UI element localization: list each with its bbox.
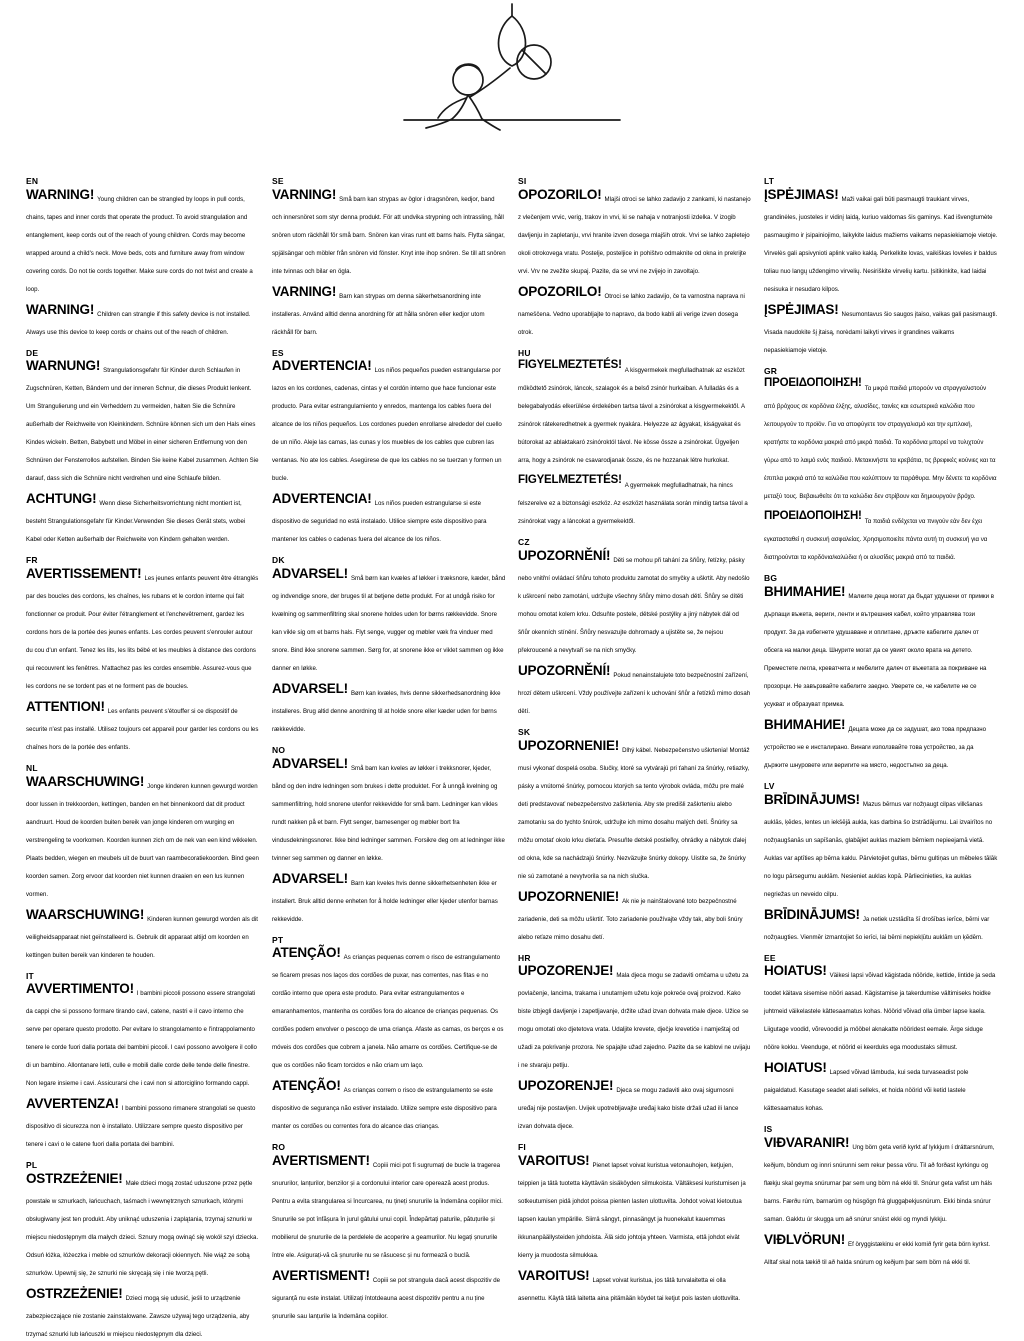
lang-block-sk: [518, 727, 752, 944]
warning-headword: ADVARSEL!: [272, 565, 348, 581]
warning-body: Kinderen kunnen gewurgd worden als dit veiligheidsapparaat niet geïnstalleerd is. Gebruik dit apparaat altijd om koorden en kettingen buiten bereik van kinderen te houden.: [26, 915, 258, 959]
lang-code: SE: [272, 176, 284, 186]
warning-headword: VARNING!: [272, 186, 337, 202]
warning-headword: AVVERTENZA!: [26, 1096, 119, 1112]
warning-entry: [26, 1097, 260, 1151]
lang-block-is: [764, 1124, 998, 1269]
warning-body: Väikesi lapsi võivad kägistada nööride, kettide, lintide ja seda toodet käitava sisemise nööri aasad. Kägistamise ja takerdumise vältimiseks hoidke juhtmeid väikelastele kättesaamatus kohas. Nöörid võivad olla ümber lapse kaela. Liigutage voodid, võrevoodid ja mööbel aknakatte nööridest eemale. Ärge siduge nööre kokku. Veenduge, et nöörid ei keerduks ega moodustaks silmust.: [764, 972, 996, 1052]
warning-entry: [272, 1079, 506, 1133]
warning-headword: OPOZORILO!: [518, 186, 602, 202]
warning-entry: [764, 1136, 998, 1226]
warning-entry: [26, 567, 260, 693]
warning-headword: UPOZORNĚNÍ!: [518, 662, 611, 678]
warning-body: As crianças correm o risco de estrangulamento se este dispositivo de segurança não estiver instalado. Utilize sempre este dispositivo para manter os cordões ou correntes fora do alcance das crianças.: [272, 1087, 497, 1131]
warning-entry: [764, 510, 998, 564]
warning-headword: ВНИМАНИЕ!: [764, 716, 846, 732]
lang-block-de: [26, 348, 260, 547]
warning-headword: HOIATUS!: [764, 963, 827, 979]
warning-headword: WARNUNG!: [26, 358, 101, 374]
warning-entry: [272, 872, 506, 926]
warning-headword: WAARSCHUWING!: [26, 773, 145, 789]
warning-entry: [764, 188, 998, 296]
warning-entry: [518, 664, 752, 718]
warning-body: A gyermekek megfulladhatnak, ha nincs felszerelve ez a biztonsági eszköz. Az eszközt használata során mindig tartsa távol a zsinórokat vagy a láncokat a gyermekektől.: [518, 482, 748, 526]
lang-block-lv: [764, 781, 998, 944]
lang-code: DE: [26, 347, 39, 358]
warning-headword: BRĪDINĀJUMS!: [764, 906, 860, 922]
warning-entry: [764, 1233, 998, 1269]
warning-headword: UPOZORENJE!: [518, 1078, 614, 1094]
warning-headword: AVERTISMENT!: [272, 1267, 370, 1283]
warning-body: Mala djeca mogu se zadaviti omčama u užetu za povlačenje, lancima, trakama i unutarnjem užetu koje pokreće ovaj proizvod. Kako biste izbjegli davljenje i zapetljavanje, držite užad izvan dohvata male djece. Užice se mogu omotati oko djetetova vrata. Udaljite krevete, dječje krevetiće i namještaj od užadi za pokrivanje prozora. Ne spajajte užad zajedno. Pazite da se kablovi ne uvijaju i ne stvaraju petlju.: [518, 972, 751, 1070]
warning-entry: [518, 964, 752, 1072]
warning-body: Dlhý kábel. Nebezpečenstvo uškrtenia! Montáž musí vykonať dospelá osoba. Slučky, ktoré sa vytvárajú pri ťahaní za šnúrky, retiazky, pásky a vnútorné šnúrky, pomocou ktorých sa tento výrobok ovláda, môžu pre malé deti predstavovať nebezpečenstvo zaškrtenia. Aby ste predišli zaškrteniu alebo zamotaniu sa do tychto šnúrok, udržujte ich mimo dosahu malých detí. Šnúrky sa môžu omotať okolo krku dieťaťa. Presuňte detské postieľky, ohrádky a nábytok ďalej od okna, kde sa nachádzajú šnúrky. Nezväzujte šnúrky dokopy. Uistite sa, že šnúrky nie sú zamotané a nevytvorila sa na nich slučka.: [518, 746, 750, 880]
warning-body: Les enfants peuvent s'étouffer si ce dispositif de securite n'est pas installé. Utilisez toujours cet appareil pour garder les cordons ou les chaînes hors de la portée des enfants.: [26, 707, 259, 751]
lang-block-en: [26, 176, 260, 339]
warning-entry: [26, 188, 260, 296]
child-cord-strangulation-icon: [382, 0, 642, 160]
warning-headword: ADVERTENCIA!: [272, 491, 372, 507]
lang-code: ES: [272, 347, 284, 358]
warning-headword: UPOZORENJE!: [518, 963, 614, 979]
warning-entry: [764, 718, 998, 772]
warning-body: Wenn diese Sicherheitsvorrichtung nicht montiert ist, besteht Strangulationsgefahr für Kinder.Verwenden Sie dieses Gerät stets, wobei Kabel oder Ketten außerhalb der Reichweite von Kindern gehalten werden.: [26, 500, 246, 544]
lang-code: RO: [272, 1142, 286, 1153]
warning-body: Children can strangle if this safety device is not installed. Always use this device to keep cords or chains out of the reach of children.: [26, 310, 251, 336]
warning-body: I bambini piccoli possono essere strangolati da cappi che si possono formare tirando cavi, catene, nastri e il cavo interno che serve per operare questo prodotto. Per evitare lo strangolamento e l'intrappolamento tenere le corde fuori dalla portata dei bambini piccoli. I cavi possono avvolgere il collo di un bambino. Allontanare letti, culle e mobili dalle corde delle tende delle finestre. Non legare insieme i cavi. Assicurarsi che i cavi non si attorciglino formando cappi.: [26, 990, 257, 1088]
warning-entry: [26, 982, 260, 1090]
warning-body: A kisgyermekek megfulladhatnak az eszközt működtető zsinórok, láncok, szalagok és a belső zsinór hurkaiban. A fulladás és a belegabalyodás elkerülése érdekében tartsa távol a zsinórokat a kisgyermekektől. A zsinórok rátekeredhetnek a gyermek nyakára. Helyezze az ágyakat, kiságyakat és bútorokat az ablaktakaró zsinóroktól távol. Ne kösse össze a zsinórokat. Ügyeljen arra, hogy a zsinórok ne csavarodjanak össze, és ne hozzanak létre hurkokat.: [518, 367, 745, 465]
warning-body: Små barn kan kveles av løkker i trekksnorer, kjeder, bånd og den indre ledningen som brukes i dette produktet. For å unngå kvelning og sammenfiltring, hold snorene utenfor rekkevidde for små barn. Ledninger kan vikles rundt nakken på et barn. Flytt senger, barnesenger og møbler bort fra vindusdekningssnorer. Ikke bind ledninger sammen. Forsikre deg om at ledninger ikke tvinner seg sammen og danner en løkke.: [272, 764, 505, 862]
lang-code: HU: [518, 347, 531, 358]
warning-body: Ef öryggistækinu er ekki komið fyrir geta börn kyrkst. Alltaf skal nota tækið til að halda snúrum og keðjum þar sem börn ná ekki til.: [764, 1240, 991, 1266]
warning-body: Mazus bērnus var nožņaugt cilpas vilkšanas auklās, ķēdes, lentes un iekšējā aukla, kas darbina šo izstrādājumu. Lai izvairītos no nožņaugšanās un sapīšanās, glabājiet auklas maziem bērniem nepieejamā vietā. Auklas var aptīties ap bērna kaklu. Pārvietojiet gultas, bērnu gultiņas un mēbeles tālāk no logu pārsegumu auklām. Nesieniet auklas kopā. Pārliecinieties, ka auklas negriežas un neveido cilpu.: [764, 800, 998, 898]
warning-body: Dzieci mogą się udusić, jeśli to urządzenie zabezpieczające nie zostanie zainstalowane. Zawsze używaj tego urządzenia, aby trzymać sznurki lub łańcuszki w miejscu niedostępnym dla dzieci.: [26, 1294, 250, 1338]
illustration-area: [0, 0, 1024, 172]
column-3: [518, 176, 764, 1302]
warning-body: Strangulationsgefahr für Kinder durch Schlaufen in Zugschnüren, Ketten, Bändern und der inneren Schnur, die dieses Produkt lenkent. Um Strangulierung und ein Verheddern zu vermeiden, halten Sie die Schnüre außerhalb der Reichweite von Kleinkindern. Schnüre können sich um den Hals eines Kindes wickeln. Betten, Babybett und Möbel in einer sicheren Entfernung von den Schnüren der Fensterrollos aufstellen. Binden Sie keine Kabel zusammen. Achten Sie darauf, dass sich die Schnüre nicht verdrehen und eine Schlaufe bilden.: [26, 367, 259, 483]
warning-entry: [518, 739, 752, 883]
lang-block-hr: [518, 953, 752, 1134]
lang-code: LV: [764, 780, 775, 791]
warning-entry: [26, 1172, 260, 1280]
warning-headword: WAARSCHUWING!: [26, 906, 145, 922]
warning-body: Djeca se mogu zadaviti ako ovaj sigurnosni uređaj nije postavljen. Uvijek upotrebljavajte uređaj kako biste držali užad ili lance izvan dohvata djece.: [518, 1087, 739, 1131]
warning-body: Ja netiek uzstādīta šī drošības ierīce, bērni var nožņaugties. Vienmēr izmantojiet šo ierīci, lai bērni nepiekļūtu auklām un ķēdēm.: [764, 915, 990, 941]
warning-headword: ATENÇÃO!: [272, 945, 341, 961]
warning-body: Barn kan strypas om denna säkerhetsanordning inte installeras. Använd alltid denna anordning för att hålla snören eller kedjor utom räckhåll för barn.: [272, 292, 485, 336]
warning-entry: [26, 1287, 260, 1341]
warning-entry: [272, 285, 506, 339]
lang-block-hu: [518, 348, 752, 529]
warning-body: Copiii mici pot fi sugrumați de bucle la tragerea snururilor, lanțurilor, benzilor și a cordonului interior care operează acest produs. Pentru a evita strangularea si încurcarea, nu țineți snururile la îndemâna copiilor mici. Snururile se pot înfășura în jurul gâtului unui copil. Îndepărtați paturile, pătuțurile și mobilierul de șnururile de la perdelele de acoperire a geamurilor. Nu legați șnururile între ele. Asigurați-vă că șnururile nu se răsucesc și nu formează o buclă.: [272, 1161, 503, 1259]
warning-headword: ATTENTION!: [26, 698, 105, 714]
warning-headword: ACHTUNG!: [26, 491, 97, 507]
lang-code: GR: [764, 365, 778, 376]
warning-body: Copiii se pot strangula dacă acest dispozitiv de siguranță nu este instalat. Utilizați întotdeauna acest dispozitiv pentru a nu ține șnururile sau lanțurile la îndemâna copiilor.: [272, 1276, 501, 1320]
lang-code: DK: [272, 555, 285, 566]
warning-entry: [272, 492, 506, 546]
lang-block-dk: [272, 555, 506, 736]
warning-body: Young children can be strangled by loops in pull cords, chains, tapes and inner cords that operate the product. To avoid strangulation and entanglement, keep cords out of the reach of young children. Cords may become wrapped around a child's neck. Move beds, cots and furniture away from window covering cords. Do not tie cords together. Make sure cords do not twist and create a loop.: [26, 195, 253, 293]
warning-body: Lapset voivat kuristua, jos tätä turvalaitetta ei olla asennettu. Käytä tätä laitetta aina pitämään köydet tai ketjut pois lasten ulottuvilta.: [518, 1276, 741, 1302]
warning-headword: AVERTISSEMENT!: [26, 565, 142, 581]
warning-entry: [764, 585, 998, 711]
lang-block-it: [26, 971, 260, 1152]
warning-entry: [26, 303, 260, 339]
lang-block-lt: [764, 176, 998, 357]
warning-body: Ung börn geta verið kyrkt af lykkjum í dráttarsnúrum, keðjum, böndum og innri snúrunni sem rekur þessa vöru. Til að forðast kyrkingu og flækju skal geyma snúrurnar þar sem ung börn ná ekki til. Snúrur geta vafist um háls barns. Færðu rúm, barnarúm og húsgögn frá gluggaþekjusnúrum. Ekki binda snúrur saman. Gakktu úr skugga um að snúrur snúist ekki og myndi lykkju.: [764, 1143, 995, 1223]
column-2: [272, 176, 518, 1320]
lang-code: BG: [764, 573, 778, 584]
warning-entry: [764, 303, 998, 357]
column-1: [26, 176, 272, 1338]
lang-code: PL: [26, 1160, 38, 1171]
warning-headword: AVERTISMENT!: [272, 1152, 370, 1168]
warning-body: Lapsed võivad lämbuda, kui seda turvaseadist pole paigaldatud. Kasutage seadet alati selleks, et hoida nöörid või ketid lastele kättesaamatus kohas.: [764, 1069, 969, 1113]
warning-body: Małe dzieci mogą zostać uduszone przez pętle powstałe w sznurkach, łańcuchach, taśmach i wewnętrznych sznurkach, którymi obsługiwany jest ten produkt. Aby uniknąć uduszenia i zaplątania, trzymaj sznurki w miejscu niedostępnym dla małych dzieci. Sznury mogą owinąć się wokół szyi dziecka. Odsuń łóżka, łóżeczka i meble od sznurków dekoracji okiennych. Nie wiąż ze sobą sznurków. Upewnij się, że sznurki nie skręcają się i nie tworzą pętli.: [26, 1179, 259, 1277]
warning-headword: VARNING!: [272, 283, 337, 299]
warning-entry: [272, 682, 506, 736]
warning-headword: UPOZORNĚNÍ!: [518, 547, 611, 563]
warning-body: Děti se mohou při tahání za šňůry, řetízky, pásky nebo vnitřní ovládací šňůru tohoto produktu zamotat do smyčky a uškrtit. Aby nedošlo k uškrcení nebo zamotání, udržujte všechny šňůry mimo dosah dětí. Šňůry se dítěti mohou omotat kolem krku. Odsuňte postele, dětské postýlky a jiný nábytek dál od šňůr okenních stínění. Šňůry nesvazujte dohromady a ujistěte se, že nejsou překroucené a nevytvaří se na nich smyčky.: [518, 556, 750, 654]
warning-headword: FIGYELMEZTETÉS!: [518, 359, 622, 372]
lang-code: LT: [764, 176, 775, 186]
lang-code: IT: [26, 970, 34, 981]
lang-block-si: [518, 176, 752, 339]
warning-entry: [518, 285, 752, 339]
lang-block-bg: [764, 573, 998, 772]
warning-headword: WARNING!: [26, 301, 95, 317]
warning-body: Otroci se lahko zadavijo, če ta varnostna naprava ni nameščena. Vedno uporabljajte to napravo, da bodo kabli ali verige izven dosega otrok.: [518, 292, 745, 336]
warning-headword: VAROITUS!: [518, 1152, 590, 1168]
warning-entry: [518, 474, 752, 528]
lang-code: NL: [26, 762, 38, 773]
warning-entry: [764, 908, 998, 944]
warning-body: As crianças pequenas correm o risco de estrangulamento se ficarem presas nos laços dos cordões de puxar, nas correntes, nas fitas e no cordão interno que opera este produto. Para evitar estrangulamentos e emaranhamentos, mantenha os cordões fora do alcance de crianças pequenas. Os cordões podem envolver o pescoço de uma criança. Afaste as camas, os berços e os móveis dos cordões que cobrem a janela. Não amarre os cordões. Certifique-se de que os cordões não ficam torcidos e não criam um laço.: [272, 954, 504, 1070]
warning-body: Los niños pequeños pueden estrangularse por lazos en los cordones, cadenas, cintas y el cordón interno que hace funcionar este producto. Para evitar estrangulamiento y enredos, mantenga los cables fuera del alcance de los niños pequeños. Los cordones pueden enrollarse alrededor del cuello de un niño. Aleje las camas, las cunas y los muebles de los cables que cubren las ventanas. No ate los cables. Asegúrese de que los cables no se tuerzan y formen un bucle.: [272, 367, 502, 483]
lang-code: CZ: [518, 537, 530, 548]
warning-headword: VIÐLVÖRUN!: [764, 1231, 845, 1247]
warning-body: Små børn kan kvæles af løkker i træksnore, kæder, bånd og indvendige snore, der bruges til at betjene dette produkt. For at undgå risiko for kvælning og sammenfiltring skal snorene holdes uden for børns rækkevidde. Snore kan vikle sig om et barns hals. Flyt senge, vugger og møbler væk fra vinduer med snore. Bind ikke snorene sammen. Sørg for, at snorene ikke er viklet sammen og ikke danner en løkke.: [272, 574, 506, 672]
lang-block-pl: [26, 1160, 260, 1341]
warning-entry: [764, 793, 998, 901]
warning-headword: ADVARSEL!: [272, 680, 348, 696]
warning-body: Små barn kan strypas av öglor i dragsnören, kedjor, band och innersnöret som styr denna produkt. För att undvika strypning och intrassling, håll snören utom räckhåll för små barn. Snören kan viras runt ett barns hals. Flytta sängar, spjälsängar och möbler från snören vid fönster. Knyt inte ihop snören. Se till att snören inte tvinnas och bilar en ögla.: [272, 195, 506, 275]
lang-block-no: [272, 745, 506, 926]
language-columns: [0, 176, 1024, 1338]
lang-block-ro: [272, 1142, 506, 1323]
warning-body: Τα μικρά παιδιά μπορούν να στραγγαλιστούν από βρόχους σε κορδόνια έλξης, αλυσίδες, ταινίες και εσωτερικά καλώδια που λειτουργούν το προϊόν. Για να αποφύγετε τον στραγγαλισμό και την εμπλοκή, κρατήστε τα κορδόνια μακριά από μικρά παιδιά. Τα κορδόνια μπορεί να τυλιχτούν γύρω από το λαιμό ενός παιδιού. Μετακινήστε τα κρεβάτια, τις βρεφικές κούνιες και τα έπιπλα μακριά από τα καλώδια που καλύπτουν τα παράθυρα. Μην δένετε τα κορδόνια μεταξύ τους. Βεβαιωθείτε ότι τα καλώδια δεν στρίβουν και δημιουργούν βρόχο.: [764, 385, 997, 501]
warning-entry: [272, 188, 506, 278]
warning-entry: [26, 775, 260, 901]
warning-headword: FIGYELMEZTETÉS!: [518, 474, 622, 487]
warning-headword: UPOZORNENIE!: [518, 888, 620, 904]
warning-headword: OSTRZEŻENIE!: [26, 1170, 123, 1186]
warning-headword: ĮSPĖJIMAS!: [764, 186, 839, 202]
warning-entry: [272, 1269, 506, 1323]
warning-body: Maži vaikai gali būti pasmaugti traukiant virves, grandinėles, juosteles ir vidinį laidą, kuriuo valdomas šis gaminys. Kad išvengtumėte pasmaugimo ir įsipainiojimo, laikykite laidus mažiems vaikams nepasiekiamoje vietoje. Virvelės gali apsivynioti aplink vaiko kaklą. Perkelkite lovas, vaikiškas loveles ir baldus toliau nuo langų uždengimo virvelių. Nesiriškite virvelių kartu. Įsitikinkite, kad laidai nesisuka ir nesudaro kilpos.: [764, 195, 998, 293]
warning-entry: [518, 188, 752, 278]
warning-headword: VAROITUS!: [518, 1267, 590, 1283]
warning-body: Pokud nenainstalujete toto bezpečnostní zařízení, hrozí dětem uškrcení. Vždy používejte zařízení k uchování šňůr a řetízků mimo dosah dětí.: [518, 671, 751, 715]
lang-code: PT: [272, 934, 284, 945]
warning-headword: ADVERTENCIA!: [272, 358, 372, 374]
warning-entry: [518, 1154, 752, 1262]
warning-body: Barn kan kveles hvis denne sikkerhetsenheten ikke er installert. Bruk alltid denne enheten for å holde ledninger eller kjeder utenfor barnas rekkevidde.: [272, 879, 498, 923]
warning-entry: [272, 1154, 506, 1262]
lang-code: EE: [764, 952, 776, 963]
warning-body: Децата може да се задушат, ако това предпазно устройство не е инсталирано. Винаги използвайте това устройство, за да държите шнуровете или веригите на място, недостъпно за деца.: [764, 725, 986, 769]
warning-headword: HOIATUS!: [764, 1060, 827, 1076]
warning-body: Mlajši otroci se lahko zadavijo z zankami, ki nastanejo z vlečenjem vrvic, verig, trakov in vrvi, ki se nahaja v notranjosti izdelka. V izogib davljenju in zapletanju, vrvi hranite izven dosega mlajših otrok. Vrvi se lahko zapletejo okoli otrokovega vratu. Postelje, posteljice in pohištvo odmaknite od okna in prekrijte vrvi. Vrv ne zvežite skupaj. Pazite, da se vrvi ne zvijejo in zavoltajo.: [518, 195, 751, 275]
lang-code: HR: [518, 952, 531, 963]
warning-body: I bambini possono rimanere strangolati se questo dispositivo di sicurezza non è installato. Utilizzare sempre questo dispositivo per tenere i cavi o le catene fuori dalla portata dei bambini.: [26, 1105, 256, 1149]
lang-block-es: [272, 348, 506, 547]
lang-block-fr: [26, 555, 260, 754]
warning-headword: ADVARSEL!: [272, 870, 348, 886]
lang-code: EN: [26, 176, 39, 186]
warning-body: Pienet lapset voivat kuristua vetonauhojen, ketjujen, teippien ja tätä tuotetta käyttävän sisäköyden silmukoista. Vältäksesi kuristumisen ja sotkeutumisen pidä johdot poissa pienten lasten ulottuvilta. Johdot voivat kietoutua lapsen kaulan ympärille. Siirrä sängyt, pinnasängyt ja huonekalut kauemmas ikkunanpäällysteiden johdoista. Älä sido johtoja yhteen. Varmista, että johdot eivät kierry ja muodosta silmukkaa.: [518, 1161, 746, 1259]
column-4: [764, 176, 998, 1266]
warning-entry: [518, 359, 752, 467]
warning-headword: UPOZORNENIE!: [518, 737, 620, 753]
warning-entry: [272, 359, 506, 485]
warning-entry: [764, 377, 998, 503]
warning-headword: AVVERTIMENTO!: [26, 981, 134, 997]
warning-headword: ATENÇÃO!: [272, 1078, 341, 1094]
warning-body: Τα παιδιά ενδέχεται να πνιγούν εάν δεν έχει εγκατασταθεί η συσκευή ασφαλείας. Χρησιμοποιείτε πάντα αυτή τη συσκευή για να διατηρούνται τα κορδόνια/καλώδια ή οι αλυσίδες μακριά από τα παιδιά.: [764, 518, 988, 562]
warning-headword: OPOZORILO!: [518, 283, 602, 299]
warning-body: Малките деца могат да бъдат удушени от примки в дърпащи въжета, вериги, ленти и вътрешния кабел, който управлява този продукт. За да избегнете удушаване и оплитане, дръжте кабелите далеч от обсега на малки деца. Шнурите могат да се увият около врата на детето. Преместете легла, креватчета и мебелите далеч от въжетата за покриване на прозорци. Не завързвайте кабелите заедно. Уверете се, че кабелите не се усукват и образуват примка.: [764, 592, 994, 708]
lang-block-nl: [26, 763, 260, 962]
warning-entry: [26, 700, 260, 754]
warning-headword: VIÐVARANIR!: [764, 1134, 850, 1150]
warning-headword: ADVARSEL!: [272, 755, 348, 771]
warning-entry: [764, 1061, 998, 1115]
warning-headword: BRĪDINĀJUMS!: [764, 791, 860, 807]
warning-headword: ΠΡΟΕΙΔΟΠΟΙΗΣΗ!: [764, 377, 862, 390]
warning-body: Børn kan kvæles, hvis denne sikkerhedsanordning ikke installeres. Brug altid denne anordning til at holde snore eller kæder uden for børns rækkevidde.: [272, 689, 501, 733]
warning-entry: [272, 757, 506, 865]
warning-entry: [518, 890, 752, 944]
lang-code: SK: [518, 726, 531, 737]
warning-body: Nesumontavus šio saugos įtaiso, vaikas gali pasismaugti. Visada naudokite šį įtaisą, norėdami laikyti virves ir grandines vaikams nepasiekiamoje vietoje.: [764, 310, 998, 354]
warning-body: Les jeunes enfants peuvent être étranglés par des boucles des cordons, les chaînes, les rubans et le cordon interne qui fait fonctionner ce produit. Pour éviter l'étranglement et l'enchevêtrement, gardez les cordons hors de la portée des jeunes enfants. Les cordes peuvent s'enrouler autour du cou d'un enfant. Tenez les lits, les lits bébé et les meubles à distance des cordons qui recouvrent les fenêtres. N'attachez pas les cordes ensemble. Assurez-vous que les cordons ne se tordent pas et ne forment pas de boucles.: [26, 574, 259, 690]
warning-headword: OSTRZEŻENIE!: [26, 1285, 123, 1301]
warning-headword: WARNING!: [26, 186, 95, 202]
warning-headword: ВНИМАНИЕ!: [764, 583, 846, 599]
lang-code: FR: [26, 555, 38, 566]
lang-block-ee: [764, 953, 998, 1116]
lang-block-cz: [518, 537, 752, 718]
warning-entry: [272, 946, 506, 1072]
warning-body: Los niños pueden estrangularse si este dispositivo de seguridad no está instalado. Utilice siempre este dispositivo para mantener los cables o cadenas fuera del alcance de los niños.: [272, 500, 487, 544]
warning-entry: [764, 964, 998, 1054]
warning-entry: [518, 1079, 752, 1133]
lang-block-pt: [272, 935, 506, 1134]
warning-entry: [272, 567, 506, 675]
lang-code: SI: [518, 176, 527, 186]
warning-body: Jonge kinderen kunnen gewurgd worden door lussen in trekkoorden, kettingen, banden en het binnenkoord dat dit product aandruurt. Houd de koorden buiten bereik van jonge kinderen om wurging en verstrengeling te voorkomen. Koorden kunnen zich om de nek van een kind wikkelen. Plaats bedden, wiegen en meubels uit de buurt van raambecoratiekoorden. Bind geen koorden samen. Zorg ervoor dat koorden niet kunnen draaien en een lus kunnen vormen.: [26, 782, 259, 898]
warning-entry: [26, 908, 260, 962]
lang-block-gr: [764, 366, 998, 565]
warning-entry: [26, 492, 260, 546]
lang-code: NO: [272, 744, 286, 755]
warning-body: Ak nie je nainštalované toto bezpečnostné zariadenie, deti sa môžu uškrtiť. Toto zariadenie používajte vždy tak, aby boli šnúry alebo reťaze mimo dosahu detí.: [518, 897, 743, 941]
warning-entry: [26, 359, 260, 485]
lang-code: IS: [764, 1124, 773, 1135]
lang-block-se: [272, 176, 506, 339]
lang-block-fi: [518, 1142, 752, 1305]
warning-entry: [518, 549, 752, 657]
warning-headword: ĮSPĖJIMAS!: [764, 301, 839, 317]
warning-entry: [518, 1269, 752, 1305]
warning-headword: ΠΡΟΕΙΔΟΠΟΙΗΣΗ!: [764, 510, 862, 523]
lang-code: FI: [518, 1142, 526, 1153]
